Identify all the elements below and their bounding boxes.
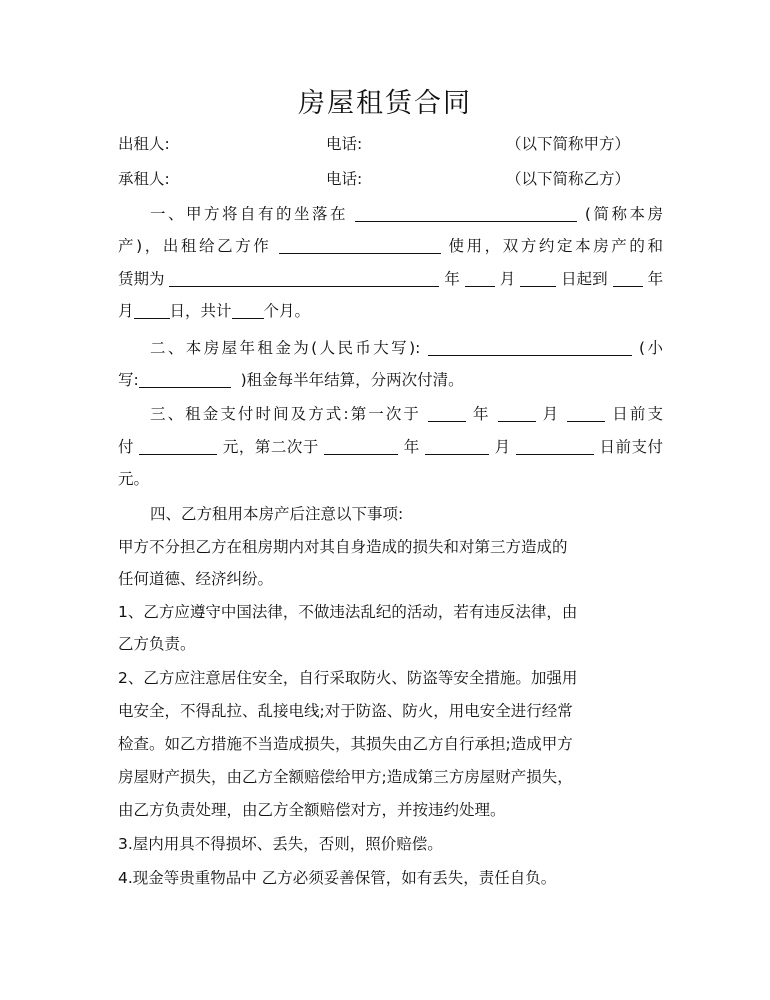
lessee-row	[118, 162, 663, 196]
item-2-line-1: 2、乙方应注意居住安全，自行采取防火、防盗等安全措施。加强用	[118, 669, 578, 687]
clause-4-intro-line-2: 任何道德、经济纠纷。	[118, 570, 274, 588]
document-title: 房屋租赁合同	[298, 88, 472, 119]
clause-4-heading: 四、乙方租用本房产后注意以下事项:	[150, 505, 404, 523]
blank-second-payment-month	[425, 434, 489, 455]
clause-3-line-3: 元。	[118, 470, 150, 488]
blank-second-payment-day	[516, 434, 594, 455]
blank-lease-end-year	[613, 266, 643, 287]
item-3: 3.屋内用具不得损坏、丢失，否则，照价赔偿。	[118, 835, 443, 853]
blank-rent-numeric	[139, 367, 231, 388]
clause-3-line-2: 付 元，第二次于 年 月 日前支付	[118, 430, 663, 464]
clause-2-line-1: 二、本房屋年租金为(人民币大写): (小	[150, 331, 663, 365]
clause-1-line-1: 一、甲方将自有的坐落在 (简称本房	[150, 197, 663, 231]
clause-1-line-2: 产)，出租给乙方作 使用，双方约定本房产的和	[118, 229, 663, 263]
blank-property-address	[355, 201, 577, 222]
clause-1-line-3: 赁期为 年 月 日起到 年	[118, 262, 663, 296]
item-2-line-3: 检查。如乙方措施不当造成损失，其损失由乙方自行承担;造成甲方	[118, 735, 573, 753]
clause-4-intro-line-1: 甲方不分担乙方在租房期内对其自身造成的损失和对第三方造成的	[118, 538, 568, 556]
lessee-label: 承租人:	[118, 170, 170, 188]
item-1-line-1: 1、乙方应遵守中国法律，不做违法乱纪的活动，若有违反法律，由	[118, 603, 578, 621]
clause-3-line-1: 三、租金支付时间及方式:第一次于 年 月 日前支	[150, 397, 663, 431]
item-4: 4.现金等贵重物品中 乙方必须妥善保管，如有丢失，责任自负。	[118, 869, 557, 887]
blank-lease-start-year	[169, 266, 439, 287]
lessor-label: 出租人:	[118, 135, 170, 153]
lessee-phone-label: 电话:	[326, 170, 363, 188]
item-2-line-5: 由乙方负责处理，由乙方全额赔偿对方，并按违约处理。	[118, 801, 506, 819]
blank-lease-months	[232, 298, 264, 319]
blank-first-payment-year	[428, 401, 466, 422]
item-2-line-4: 房屋财产损失，由乙方全额赔偿给甲方;造成第三方房屋财产损失，	[118, 768, 573, 786]
blank-lease-start-month	[465, 266, 495, 287]
lessee-alias-note: （以下简称乙方）	[506, 170, 631, 188]
blank-lease-start-day	[520, 266, 556, 287]
blank-rent-uppercase	[428, 335, 632, 356]
clause-1-line-4: 月 日，共计 个月。	[118, 294, 663, 328]
lessor-phone-label: 电话:	[326, 135, 363, 153]
blank-first-payment-day	[567, 401, 605, 422]
blank-lease-end-day	[134, 298, 170, 319]
item-2-line-2: 电安全，不得乱拉、乱接电线;对于防盗、防火，用电安全进行经常	[118, 702, 573, 720]
lessor-row	[118, 127, 663, 161]
blank-usage	[279, 233, 441, 254]
clause-2-line-2: 写: )租金每半年结算，分两次付清。	[118, 363, 663, 397]
item-1-line-2: 乙方负责。	[118, 635, 196, 653]
blank-first-payment-amount	[139, 434, 217, 455]
lessor-alias-note: （以下简称甲方）	[506, 135, 631, 153]
blank-first-payment-month	[498, 401, 536, 422]
blank-second-payment-year	[324, 434, 398, 455]
